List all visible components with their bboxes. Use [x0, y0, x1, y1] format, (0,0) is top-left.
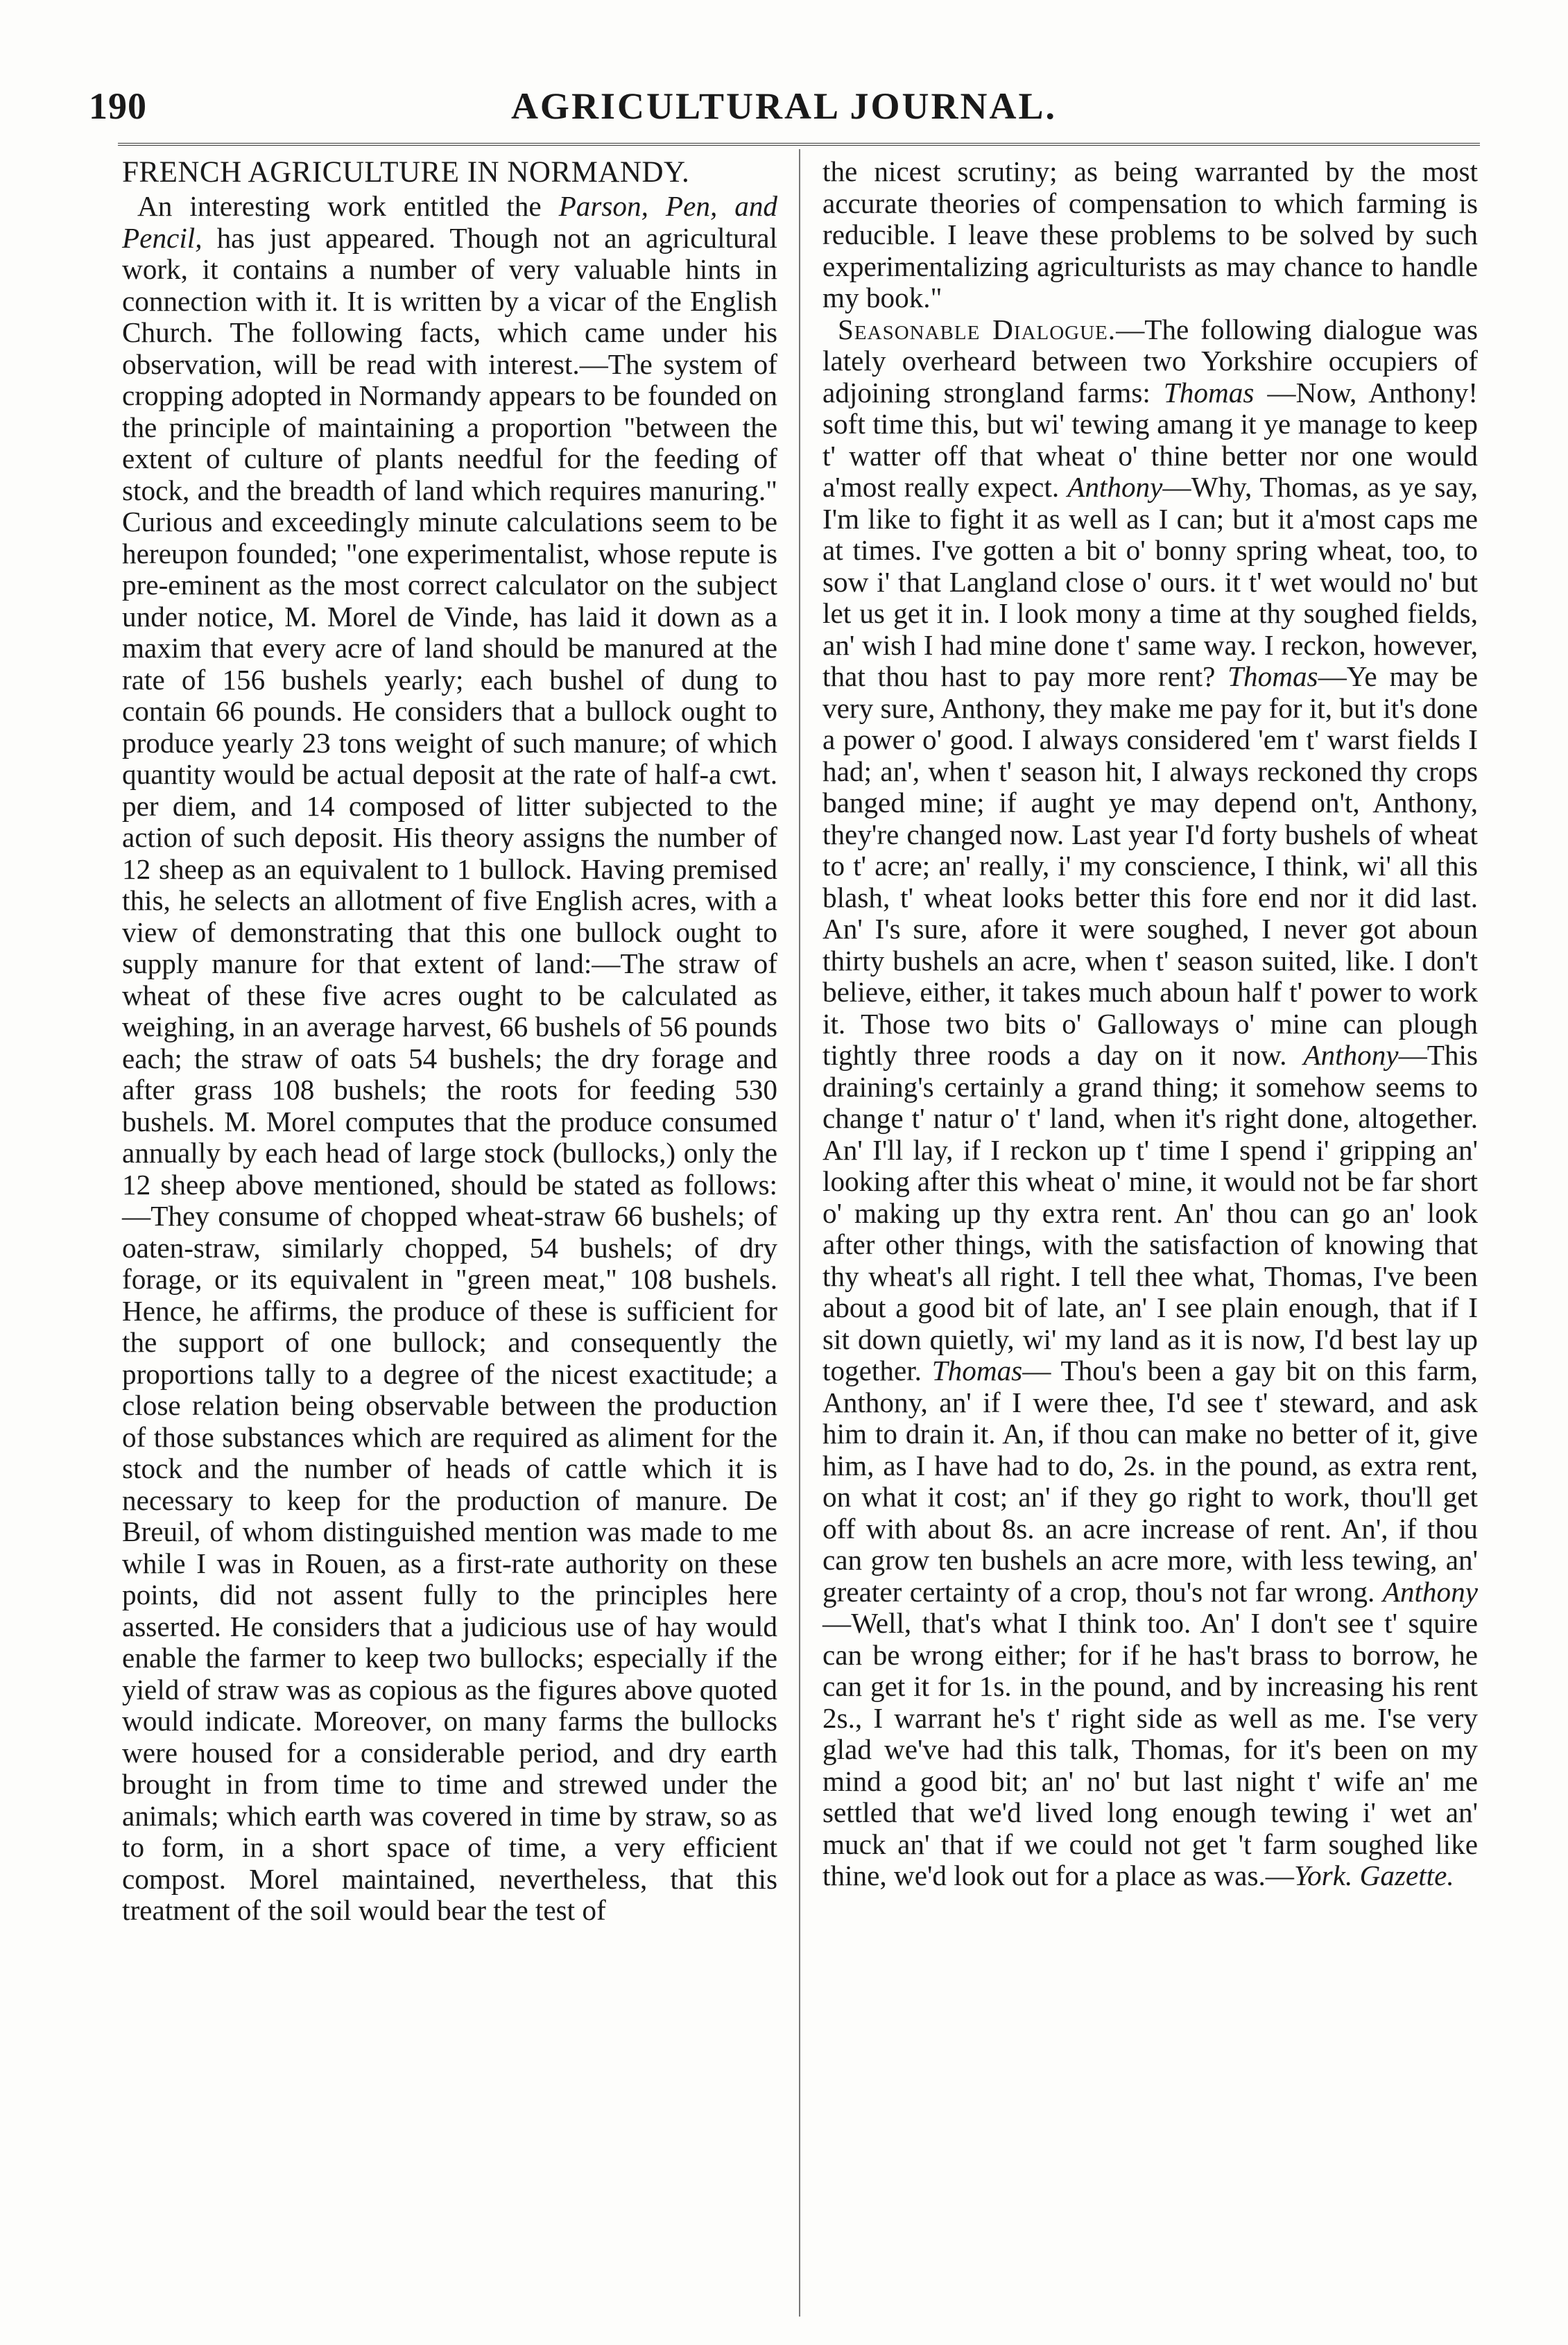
speaker-name: Anthony	[1303, 1039, 1399, 1071]
speaker-name: Thomas	[1163, 376, 1255, 409]
column-divider	[799, 149, 800, 2317]
dialogue-text: — Thou's been a gay bit on this farm, Anthony, an' if I were thee, I'd see t' steward, and ask him to drain it. An, if thou can make no better of it, give him, as I have had to do, 2s. in the pound, as extra rent, on what it cost; an' if they go right to work, thou'll get off with about 8s. an acre increase of rent. An', if thou can grow ten bushels an acre more, with less tewing, an' greater certainty of a crop, thou's not far wrong.	[822, 1355, 1478, 1608]
article-intro-text: An interesting work entitled the	[137, 190, 559, 222]
dialogue-text: —Well, that's what I think too. An' I don't see t' squire can be wrong either; for if he has't brass to borrow, he can get it for 1s. in the pound, and by increasing his rent 2s., I warrant he's t' right side as well as me. I'se very glad we've had this talk, Thomas, for it's been on my mind a good bit; an' no' but last night t' wife an' me settled that we'd lived long enough tewing i' wet an' muck an' that if we could not get 't farm soughed like thine, we'd look out for a place as was.—	[822, 1607, 1478, 1891]
article-body-text: has just appeared. Though not an agricultural work, it contains a number of very valuable hints in connection with it. It is written by a vicar of the English Church. The following facts, which came under his observation, will be read with interest.—The system of cropping adopted in Normandy appears to be founded on the principle of maintaining a proportion "between the extent of culture of plants needful for the feeding of stock, and the breadth of land which requires manuring." Curious and exceedingly minute calculations seem to be hereupon founded; "one experimentalist, whose repute is pre-eminent as the most correct calculator on the subject under notice, M. Morel de Vinde, has laid it down as a maxim that every acre of land should be manured at the rate of 156 bushels yearly; each bushel of dung to contain 66 pounds. He considers that a bullock ought to produce yearly 23 tons weight of such manure; of which quantity would be actual deposit at the rate of half-a cwt. per diem, and 14 composed of litter subjected to the action of such deposit. His theory assigns the number of 12 sheep as an equivalent to 1 bullock. Having premised this, he selects an allotment of five English acres, with a view of demonstrating that this one bullock ought to supply manure for that extent of land:—The straw of wheat of these five acres ought to be calculated as weighing, in an average harvest, 66 bushels of 56 pounds each; the straw of oats 54 bushels; the dry forage and after grass 108 bushels; the roots for feeding 530 bushels. M. Morel computes that the produce consumed annually by each head of large stock (bullocks,) only the 12 sheep above mentioned, should be stated as follows:—They consume of chopped wheat-straw 66 bushels; of oaten-straw, similarly chopped, 54 bushels; of dry forage, or its equivalent in "green meat," 108 bushels. Hence, he affirms, the produce of these is sufficient for the support of one bullock; and consequently the proportions tally to a degree of the nicest exactitude; a close relation being observable between the production of those substances which are required as aliment for the stock and the number of heads of cattle which it is necessary to keep for the production of manure. De Breuil, of whom distinguished mention was made to me while I was in Rouen, as a first-rate authority on these points, did not assent fully to the principles here asserted. He considers that a judicious use of hay would enable the farmer to keep two bullocks; especially if the yield of straw was as copious as the figures above quoted would indicate. Moreover, on many farms the bullocks were housed for a considerable period, and dry earth brought in from time to time and strewed under the animals; which earth was covered in time by straw, so as to form, in a short space of time, a very efficient compost. Morel maintained, nevertheless, that this treatment of the soil would bear the test of	[122, 221, 777, 1926]
speaker-name: Thomas	[1227, 660, 1318, 692]
dialogue-text: —Ye may be very sure, Anthony, they make me pay for it, but it's done a power o' good. I always considered 'em t' warst fields I had; an', when t' season hit, I always reckoned thy crops banged mine; if aught ye may depend on't, Anthony, they're changed now. Last year I'd forty bushels of wheat to t' acre; an' really, i' my conscience, I think, wi' all this blash, t' wheat looks better this fore end nor it did last. An' I's sure, afore it were soughed, I never got aboun thirty bushels an acre, when t' season suited, like. I don't believe, either, it takes much aboun half t' power to work it. Those two bits o' Galloways o' mine can plough tightly three roods a day on it now.	[822, 660, 1478, 1071]
dialogue-text: —The following dialogue was lately overheard between two Yorkshire occupiers of adjoining strongland farms:	[822, 313, 1478, 409]
right-column	[822, 156, 1478, 1892]
running-head: AGRICULTURAL JOURNAL.	[510, 85, 1058, 127]
left-column	[122, 156, 777, 1927]
dialogue-text: —Now, Anthony! soft time this, but wi' tewing amang it ye manage to keep t' watter off that wheat o' thine better nor one would a'most really expect.	[822, 376, 1478, 503]
speaker-name: Thomas	[931, 1355, 1023, 1386]
dialogue-heading: Seasonable Dialogue.	[838, 313, 1117, 345]
source-citation: York. Gazette.	[1293, 1859, 1454, 1891]
article-body	[122, 191, 777, 1927]
page-number: 190	[89, 85, 147, 127]
dialogue-text: —Why, Thomas, as ye say, I'm like to fight it as well as I can; but it a'most caps me at times. I've gotten a bit o' bonny spring wheat, too, to sow i' that Langland close o' ours. it t' wet would no' but let us get it in. I look mony a time at thy soughed fields, an' wish I had mine done t' same way. I reckon, however, that thou hast to pay more rent?	[822, 471, 1478, 692]
book-title: Parson, Pen, and Pencil,	[122, 190, 778, 254]
article-title: FRENCH AGRICULTURE IN NORMANDY.	[122, 156, 690, 189]
dialogue-article	[822, 314, 1478, 1892]
speaker-name: Anthony	[1067, 471, 1163, 503]
speaker-name: Anthony	[1382, 1575, 1478, 1608]
header-rule	[118, 143, 1480, 146]
dialogue-text: —This draining's certainly a grand thing; it somehow seems to change t' natur o' t' land, when it's right done, altogether. An' I'll lay, if I reckon up t' time I spend i' gripping an' looking after this wheat o' mine, it would not be far short o' making up thy extra rent. An' thou can go an' look after other things, with the satisfaction of knowing that thy wheat's all right. I tell thee what, Thomas, I've been about a good bit of late, an' I see plain enough, that if I sit down quietly, wi' my land as it is now, I'd best lay up together.	[822, 1039, 1478, 1386]
page-header	[89, 78, 1479, 135]
article-continuation: the nicest scrutiny; as being warranted by the most accurate theories of compensation to which farming is reducible. I leave these problems to be solved by such experimentalizing agriculturists as may chance to handle my book."	[822, 155, 1478, 313]
